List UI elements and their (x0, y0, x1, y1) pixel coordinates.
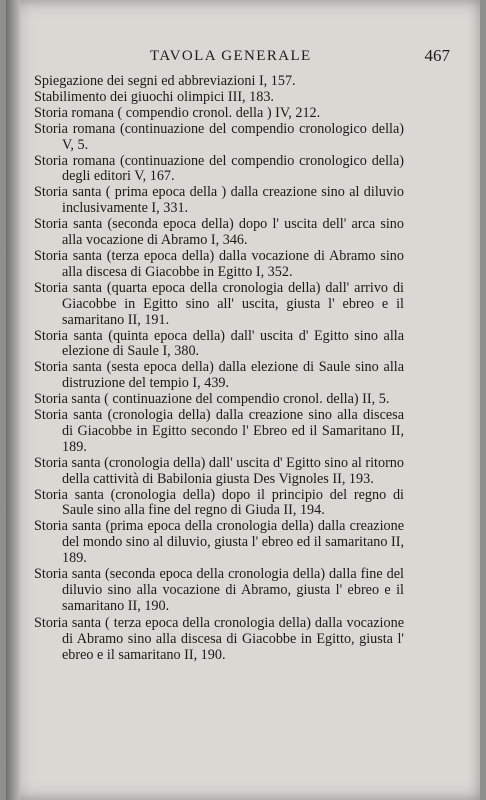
index-entry: Storia santa (quarta epoca della cronologia della) dall' arrivo di Giacobbe in Egitto sino all' uscita, giusta l' ebreo e il samaritano II, 191. (34, 279, 404, 328)
header-title: TAVOLA GENERALE (150, 48, 312, 64)
index-entry: Storia santa (sesta epoca della) dalla elezione di Saule sino alla distruzione del tempio I, 439. (34, 359, 404, 392)
index-entry: Storia santa (seconda epoca della cronologia della) dalla fine del diluvio sino alla vocazione di Abramo, giusta l' ebreo e il samaritano II, 190. (34, 566, 404, 614)
book-page (6, 0, 480, 800)
index-entry: Storia romana (continuazione del compendio cronologico della) V, 5. (34, 120, 404, 153)
index-entry: Storia santa (cronologia della) dopo il principio del regno di Saule sino alla fine del regno di Giuda II, 194. (34, 486, 404, 519)
index-entry: Storia santa (terza epoca della) dalla vocazione di Abramo sino alla discesa di Giacobbe in Egitto I, 352. (34, 247, 404, 280)
page-gutter-shadow (6, 0, 20, 800)
index-entry: Storia romana (continuazione del compendio cronologico della) degli editori V, 167. (34, 152, 404, 185)
running-header (150, 48, 450, 70)
index-entry: Storia santa ( continuazione del compendio cronol. della) II, 5. (34, 391, 390, 408)
index-entries (34, 74, 404, 664)
index-entry: Spiegazione dei segni ed abbreviazioni I, 157. (34, 73, 296, 89)
index-entry: Storia santa (quinta epoca della) dall' uscita d' Egitto sino alla elezione di Saule I, 380. (34, 327, 404, 360)
index-entry: Storia santa (seconda epoca della) dopo l' uscita dell' arca sino alla vocazione di Abramo I, 346. (34, 216, 404, 249)
index-entry: Storia santa ( terza epoca della cronologia della) dalla vocazione di Abramo sino alla discesa di Giacobbe in Egitto, giusta l' ebreo e il samaritano II, 190. (34, 614, 404, 663)
page-number: 467 (424, 46, 450, 65)
index-entry: Storia santa (cronologia della) dall' uscita d' Egitto sino al ritorno della cattività di Babilonia giusta Des Vignoles II, 193. (34, 454, 404, 487)
index-entry: Storia santa (prima epoca della cronologia della) dalla creazione del mondo sino al diluvio, giusta l' ebreo ed il samaritano II, 189. (34, 518, 404, 567)
index-entry: Storia santa (cronologia della) dalla creazione sino alla discesa di Giacobbe in Egitto secondo l' Ebreo ed il Samaritano II, 189. (34, 407, 404, 455)
index-entry: Storia romana ( compendio cronol. della ) IV, 212. (34, 104, 321, 121)
index-entry: Stabilimento dei giuochi olimpici III, 183. (34, 88, 274, 105)
index-entry: Storia santa ( prima epoca della ) dalla creazione sino al diluvio inclusivamente I, 331. (34, 184, 404, 217)
